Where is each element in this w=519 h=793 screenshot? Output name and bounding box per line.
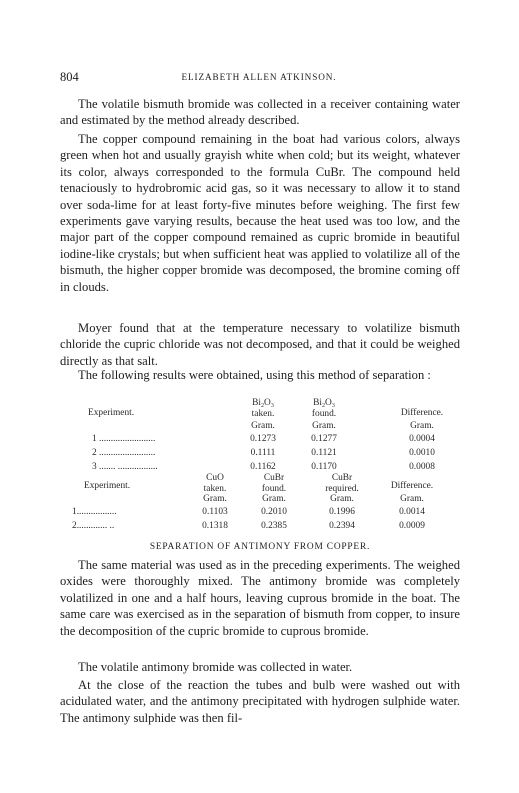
col-header-experiment: Experiment. xyxy=(88,408,135,418)
cubr-found-formula: CuBr xyxy=(263,473,285,483)
found-label: found. xyxy=(311,409,337,419)
copper-results-table xyxy=(60,473,460,533)
row-cubr-required: 0.1996 xyxy=(329,507,355,517)
paragraph-text: The same material was used as in the preceding experiments. The weighed oxides were thoroughly mixed. The antimony bromide was completely volatilized in one and a half hours, leaving cuprous bromide in the boat. The same care was exercised as in the separation of bismuth from copper, to insure the decomposition of the cupric bromide to cuprous bromide. xyxy=(60,558,460,638)
taken-formula: $Bi_2O_3$ xyxy=(252,398,274,409)
row-difference: 0.0009 xyxy=(399,521,425,531)
cubr-found-label: found. xyxy=(261,484,287,494)
row-experiment: 1 ........................ xyxy=(92,434,156,444)
col-header-cuo-taken xyxy=(192,473,238,495)
page-header xyxy=(60,70,458,86)
paragraph xyxy=(60,677,460,726)
col-header-difference: Difference. xyxy=(390,481,434,491)
unit-label: Gram. xyxy=(251,421,275,431)
paragraph xyxy=(60,96,460,129)
cubr-required-label: required. xyxy=(325,484,359,494)
unit-label: Gram. xyxy=(312,421,336,431)
paragraph-text: The following results were obtained, using this method of separation : xyxy=(78,368,431,382)
found-formula: $Bi_2O_3$ xyxy=(313,398,335,409)
unit-label: Gram. xyxy=(400,494,424,504)
col-header-found xyxy=(301,398,347,420)
paragraph-text: The volatile antimony bromide was collected in water. xyxy=(78,660,353,674)
row-cubr-found: 0.2385 xyxy=(261,521,287,531)
paragraph-text: The copper compound remaining in the boat had various colors, always green when hot and usually grayish white when cold; but its weight, whatever its color, always corresponded to the formula CuBr. The compound held tenaciously to hydrobromic acid gas, so it was necessary to allow it to stand over soda-lime for at least forty-five minutes before weighing. The first few experiments gave varying results, because the heat used was too low, and the major part of the copper compound remained as cupric bromide in beautiful iodine-like crystals; but when sufficient heat was applied to volatilize all of the bismuth, the higher copper bromide was decomposed, the bromine coming off in clouds. xyxy=(60,132,460,294)
col-header-taken xyxy=(240,398,286,420)
row-found: 0.1121 xyxy=(311,448,337,458)
row-cubr-found: 0.2010 xyxy=(261,507,287,517)
row-difference: 0.0014 xyxy=(399,507,425,517)
unit-label: Gram. xyxy=(262,494,286,504)
row-experiment: 3 ....... ................. xyxy=(92,462,158,472)
row-experiment: 2 ........................ xyxy=(92,448,156,458)
paragraph xyxy=(60,131,460,295)
col-header-experiment: Experiment. xyxy=(84,481,131,491)
paragraph-text: The volatile bismuth bromide was collected in a receiver containing water and estimated by the method already described. xyxy=(60,97,460,128)
paragraph xyxy=(60,320,460,369)
bismuth-results-table xyxy=(60,398,460,472)
col-header-difference: Difference. xyxy=(400,408,444,418)
unit-label: Gram. xyxy=(330,494,354,504)
col-header-cubr-required xyxy=(314,473,370,495)
unit-label: Gram. xyxy=(203,494,227,504)
unit-label: Gram. xyxy=(410,421,434,431)
paragraph-text: Moyer found that at the temperature necessary to volatilize bismuth chloride the cupric chloride was not decomposed, and that it could be weighed directly as that salt. xyxy=(60,321,460,368)
paragraph-text: At the close of the reaction the tubes and bulb were washed out with acidulated water, and the antimony precipitated with hydrogen sulphide water. The antimony sulphide was then fil- xyxy=(60,678,460,725)
row-difference: 0.0010 xyxy=(409,448,435,458)
section-heading: SEPARATION OF ANTIMONY FROM COPPER. xyxy=(149,542,371,552)
row-difference: 0.0008 xyxy=(409,462,435,472)
paragraph xyxy=(60,557,460,639)
paragraph xyxy=(60,659,460,675)
taken-label: taken. xyxy=(251,409,275,419)
row-difference: 0.0004 xyxy=(409,434,435,444)
running-title: ELIZABETH ALLEN ATKINSON. xyxy=(181,72,337,82)
row-taken: 0.1111 xyxy=(250,448,276,458)
paragraph xyxy=(60,367,460,383)
row-cuo: 0.1318 xyxy=(202,521,228,531)
row-taken: 0.1273 xyxy=(250,434,276,444)
row-taken: 0.1162 xyxy=(250,462,276,472)
row-found: 0.1170 xyxy=(311,462,337,472)
row-experiment: 2............. .. xyxy=(72,521,115,531)
row-cubr-required: 0.2394 xyxy=(329,521,355,531)
row-found: 0.1277 xyxy=(311,434,337,444)
page-number: 804 xyxy=(60,70,79,84)
col-header-cubr-found xyxy=(249,473,299,495)
row-cuo: 0.1103 xyxy=(202,507,228,517)
cuo-label: taken. xyxy=(203,484,227,494)
row-experiment: 1................. xyxy=(72,507,117,517)
cubr-required-formula: CuBr xyxy=(331,473,353,483)
cuo-formula: CuO xyxy=(206,473,224,483)
